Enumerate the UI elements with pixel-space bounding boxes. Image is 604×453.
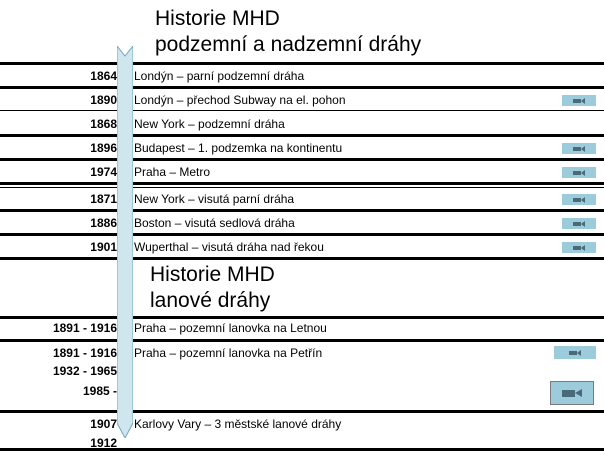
row-year: 1974 (90, 165, 117, 179)
row-year: 1864 (90, 69, 117, 83)
row-description: Londýn – přechod Subway na el. pohon (134, 93, 346, 107)
row-year: 1907 (90, 417, 117, 431)
divider (0, 187, 604, 188)
row-description: Praha – pozemní lanovka na Letnou (134, 321, 327, 335)
divider (0, 182, 604, 185)
video-camera-icon (562, 388, 582, 398)
title-cable-line1: Historie MHD (150, 263, 275, 286)
divider (0, 110, 604, 111)
video-link-button[interactable] (562, 95, 596, 106)
row-year: 1912 (90, 436, 117, 450)
camera-icon (573, 146, 585, 152)
row-year: 1868 (90, 117, 117, 131)
video-link-button[interactable] (562, 167, 596, 178)
divider (0, 339, 604, 342)
divider (0, 410, 604, 413)
row-description: Budapest – 1. podzemka na kontinentu (134, 141, 343, 155)
row-year: 1901 (90, 240, 117, 254)
video-link-button[interactable] (562, 218, 596, 229)
divider (0, 134, 604, 137)
title-underground-line1: Historie MHD (155, 7, 280, 30)
divider (0, 158, 604, 161)
camera-icon (573, 170, 585, 176)
divider (0, 257, 604, 260)
divider (0, 209, 604, 212)
row-year: 1891 - 1916 (52, 321, 117, 335)
row-year: 1891 - 1916 (52, 346, 117, 360)
row-description: Wuperthal – visutá dráha nad řekou (134, 240, 324, 254)
row-year: 1932 - 1965 (52, 364, 117, 378)
row-description: Boston – visutá sedlová dráha (134, 216, 295, 230)
video-link-button[interactable] (562, 143, 596, 154)
divider (0, 62, 604, 65)
camera-icon (569, 350, 581, 356)
video-link-button[interactable] (554, 346, 596, 359)
row-description: Karlovy Vary – 3 městské lanové dráhy (134, 417, 342, 431)
video-link-button[interactable] (562, 194, 596, 205)
title-cable-line2: lanové dráhy (150, 289, 271, 312)
divider (0, 86, 604, 89)
divider (0, 316, 604, 319)
row-year: 1871 (90, 192, 117, 206)
camera-icon (573, 221, 585, 227)
row-description: New York – podzemní dráha (134, 117, 285, 131)
camera-icon (573, 245, 585, 251)
title-underground-line2: podzemní a nadzemní dráhy (155, 33, 422, 56)
camera-icon (573, 197, 585, 203)
video-play-button[interactable] (550, 381, 594, 405)
divider (0, 233, 604, 236)
row-description: Londýn – parní podzemní dráha (134, 69, 305, 83)
row-description: Praha – pozemní lanovka na Petřín (134, 346, 323, 360)
row-year: 1985 - (82, 384, 117, 398)
row-description: New York – visutá parní dráha (134, 192, 295, 206)
camera-icon (573, 98, 585, 104)
video-link-button[interactable] (562, 242, 596, 253)
row-description: Praha – Metro (134, 165, 211, 179)
timeline-arrow (117, 46, 133, 438)
row-year: 1886 (90, 216, 117, 230)
row-year: 1896 (90, 141, 117, 155)
row-year: 1890 (90, 93, 117, 107)
